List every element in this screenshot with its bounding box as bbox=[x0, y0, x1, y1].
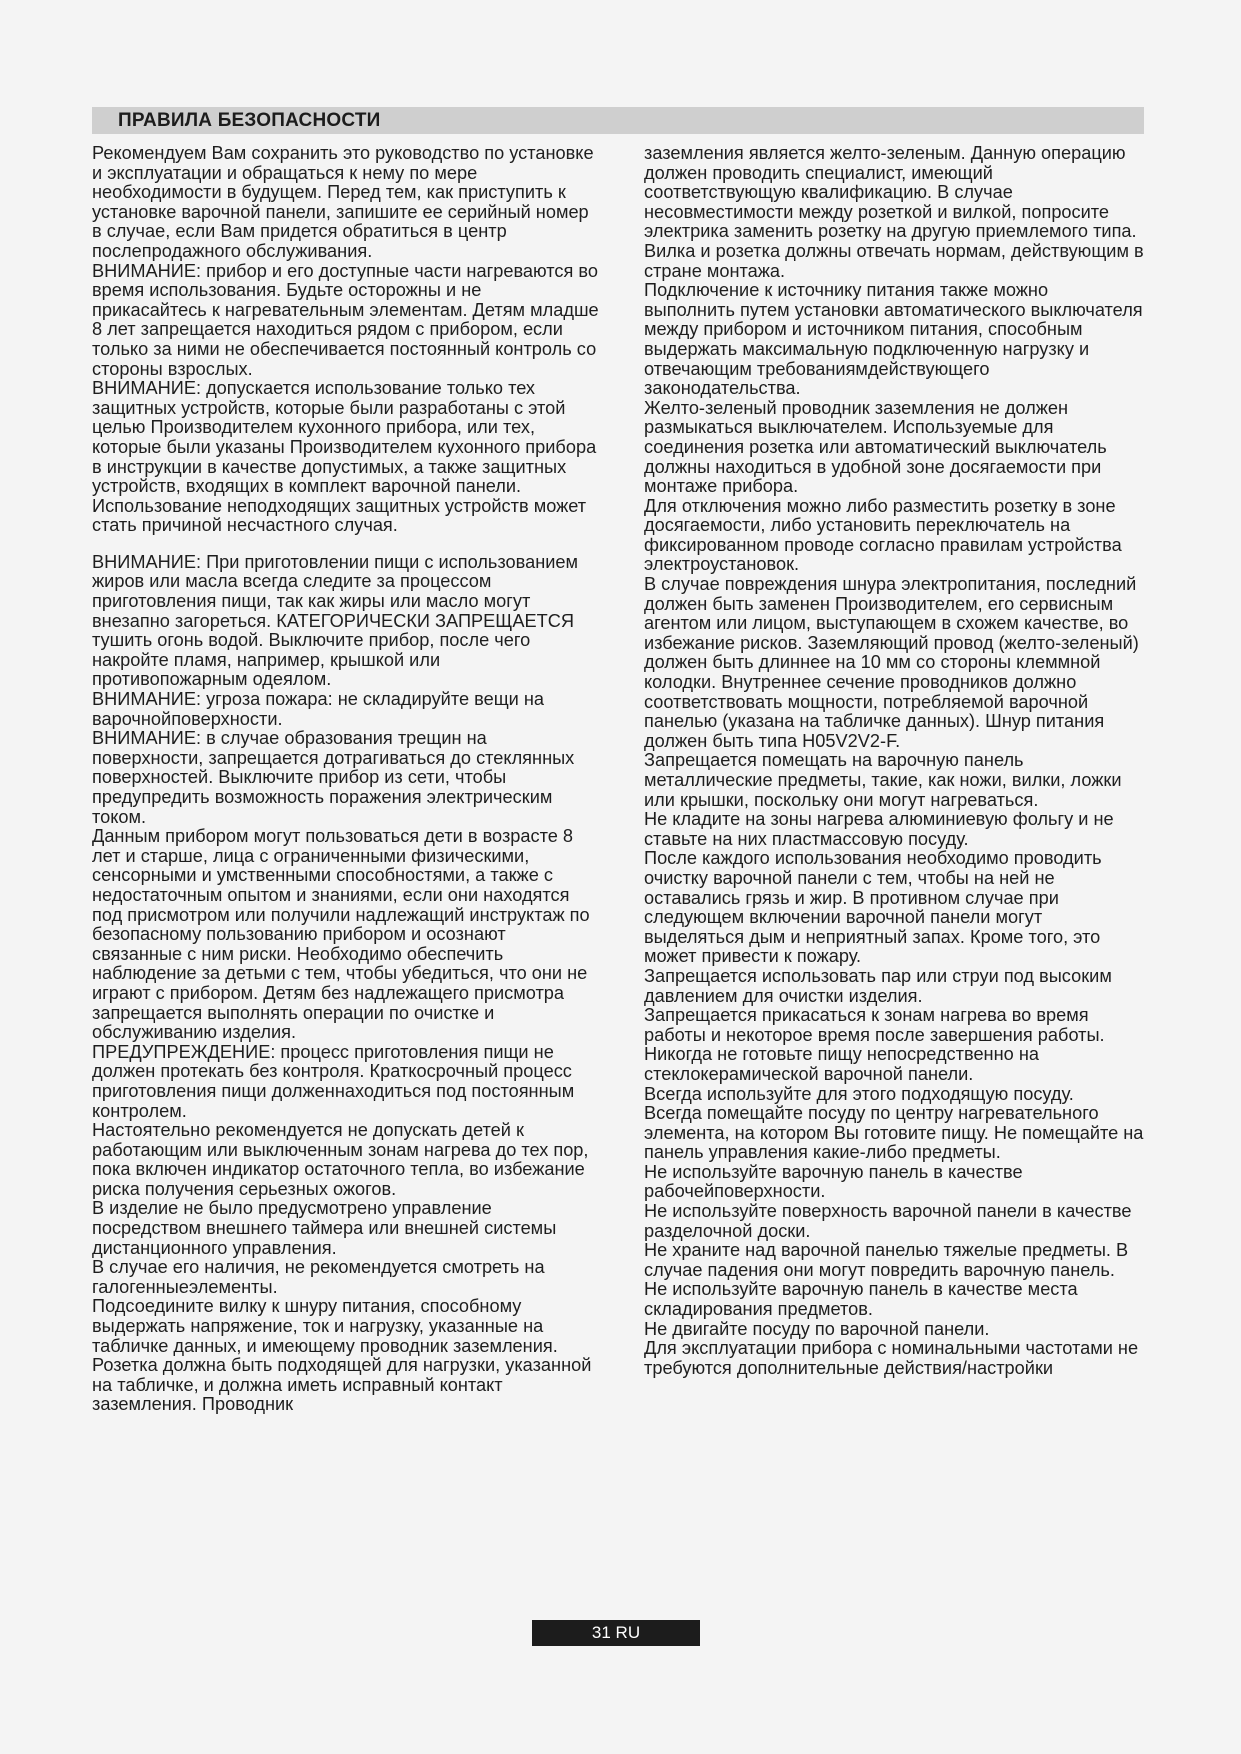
left-text-column bbox=[92, 144, 600, 1415]
paragraph: Не используйте варочную панель в качестве рабочейповерхности. bbox=[644, 1161, 1023, 1202]
paragraph: Данным прибором могут пользоваться дети в возрасте 8 лет и старше, лица с ограниченными физическими, сенсорными и умственными способностями, а также с недостаточным опытом и знаниями, если они находятся под присмотром или получили надлежащий инструктаж по безопасному пользованию прибором и осознают связанные с ним риски. Необходимо обеспечить наблюдение за детьми с тем, чтобы убедиться, что они не играют с прибором. Детям без надлежащего присмотра запрещается выполнять операции по очистке и обслуживанию изделия. bbox=[92, 826, 590, 1043]
paragraph: В изделие не было предусмотрено управление посредством внешнего таймера или внешней системы дистанционного управления. bbox=[92, 1198, 557, 1258]
paragraph: Не храните над варочной панелью тяжелые предметы. В случае падения они могут повредить варочную панель. bbox=[644, 1240, 1129, 1280]
section-header-bar bbox=[92, 107, 1144, 134]
paragraph: Не используйте поверхность варочной панели в качестве разделочной доски. bbox=[644, 1201, 1132, 1241]
paragraph: Подключение к источнику питания также можно выполнить путем установки автоматического выключателя между прибором и источником питания, способным выдержать максимальную подключенную нагрузку и отвечающим требованиямдействующего законодательства. bbox=[644, 280, 1143, 399]
paragraph: Всегда помещайте посуду по центру нагревательного элемента, на котором Вы готовите пищу. Не помещайте на панель управления какие-либо предметы. bbox=[644, 1103, 1144, 1163]
paragraph: ВНИМАНИЕ: прибор и его доступные части нагреваются во время использования. Будьте осторожны и не прикасайтесь к нагревательным элементам. Детям младше 8 лет запрещается находиться рядом с прибором, если только за ними не обеспечивается постоянный контроль со стороны взрослых. bbox=[92, 260, 599, 379]
paragraph: Настоятельно рекомендуется не допускать детей к работающим или выключенным зонам нагрева до тех пор, пока включен индикатор остаточного тепла, во избежание риска получения серьезных ожогов. bbox=[92, 1120, 589, 1199]
right-text-column bbox=[644, 144, 1144, 1378]
paragraph: Не двигайте посуду по варочной панели. bbox=[644, 1318, 990, 1339]
paragraph: Всегда используйте для этого подходящую посуду. bbox=[644, 1083, 1074, 1104]
paragraph: заземления является желто-зеленым. Данную операцию должен проводить специалист, имеющий соответствующую квалификацию. В случае несовместимости между розеткой и вилкой, попросите электрика заменить розетку на другую приемлемого типа. Вилка и розетка должны отвечать нормам, действующим в стране монтажа. bbox=[644, 143, 1144, 281]
page-number: 31 RU bbox=[532, 1620, 700, 1646]
paragraph: Подсоедините вилку к шнуру питания, способному выдержать напряжение, ток и нагрузку, указанные на табличке данных, и имеющему проводник заземления. Розетка должна быть подходящей для нагрузки, указанной на табличке, и должна иметь исправный контакт заземления. Проводник bbox=[92, 1296, 592, 1415]
paragraph: Не используйте варочную панель в качестве места складирования предметов. bbox=[644, 1279, 1078, 1320]
paragraph: После каждого использования необходимо проводить очистку варочной панели с тем, чтобы на ней не оставались грязь и жир. В противном случае при следующем включении варочной панели могут выделяться дым и неприятный запах. Кроме того, это может привести к пожару. bbox=[644, 848, 1102, 967]
paragraph: Никогда не готовьте пищу непосредственно на стеклокерамической варочной панели. bbox=[644, 1044, 1039, 1084]
paragraph: Запрещается помещать на варочную панель металлические предметы, такие, как ножи, вилки, ложки или крышки, поскольку они могут нагреваться. bbox=[644, 750, 1122, 810]
paragraph: Рекомендуем Вам сохранить это руководство по установке и эксплуатации и обращаться к нему по мере необходимости в будущем. Перед тем, как приступить к установке варочной панели, запишите ее серийный номер в случае, если Вам придется обратиться в центр послепродажного обслуживания. bbox=[92, 143, 594, 261]
paragraph: ВНИМАНИЕ: При приготовлении пищи с использованием жиров или масла всегда следите за процессом приготовления пищи, так как жиры или масло могут внезапно загореться. КАТЕГОРИЧЕСКИ ЗАПРЕЩАЕТСЯ тушить огонь водой. Выключите прибор, после чего накройте пламя, например, крышкой или противопожарным одеялом. bbox=[92, 551, 579, 690]
paragraph: Запрещается использовать пар или струи под высоким давлением для очистки изделия. bbox=[644, 965, 1112, 1006]
paragraph: В случае его наличия, не рекомендуется смотреть на галогенныеэлементы. bbox=[92, 1257, 545, 1297]
paragraph: ВНИМАНИЕ: допускается использование только тех защитных устройств, которые были разработаны с этой целью Производителем кухонного прибора, или тех, которые были указаны Производителем кухонного прибора в инструкции в качестве допустимых, а также защитных устройств, входящих в комплект варочной панели. Использование неподходящих защитных устройств может стать причиной несчастного случая. bbox=[92, 378, 597, 536]
paragraph: В случае повреждения шнура электропитания, последний должен быть заменен Производителем, его сервисным агентом или лицом, выступающем в схожем качестве, во избежание рисков. Заземляющий провод (желто-зеленый) должен быть длиннее на 10 мм со стороны клеммной колодки. Внутреннее сечение проводников должно соответствовать мощности, потребляемой варочной панелью (указана на табличке данных). Шнур питания должен быть типа H05V2V2-F. bbox=[644, 574, 1139, 751]
paragraph: ПРЕДУПРЕЖДЕНИЕ: процесс приготовления пищи не должен протекать без контроля. Краткосрочный процесс приготовления пищи долженнаходиться под постоянным контролем. bbox=[92, 1041, 575, 1121]
paragraph: Запрещается прикасаться к зонам нагрева во время работы и некоторое время после завершения работы. bbox=[644, 1005, 1105, 1045]
paragraph: Для эксплуатации прибора с номинальными частотами не требуются дополнительные действия/настройки bbox=[644, 1338, 1139, 1378]
paragraph: Не кладите на зоны нагрева алюминиевую фольгу и не ставьте на них пластмассовую посуду. bbox=[644, 809, 1114, 849]
paragraph: Для отключения можно либо разместить розетку в зоне досягаемости, либо установить переключатель на фиксированном проводе согласно правилам устройства электроустановок. bbox=[644, 495, 1122, 575]
paragraph: Желто-зеленый проводник заземления не должен размыкаться выключателем. Используемые для соединения розетка или автоматический выключатель должны находиться в удобной зоне досягаемости при монтаже прибора. bbox=[644, 397, 1107, 497]
paragraph: ВНИМАНИЕ: угроза пожара: не складируйте вещи на варочнойповерхности. bbox=[92, 689, 545, 729]
section-title: ПРАВИЛА БЕЗОПАСНОСТИ bbox=[118, 110, 381, 131]
paragraph: ВНИМАНИЕ: в случае образования трещин на поверхности, запрещается дотрагиваться до стеклянных поверхностей. Выключите прибор из сети, чтобы предупредить возможность поражения электрическим током. bbox=[92, 728, 575, 827]
